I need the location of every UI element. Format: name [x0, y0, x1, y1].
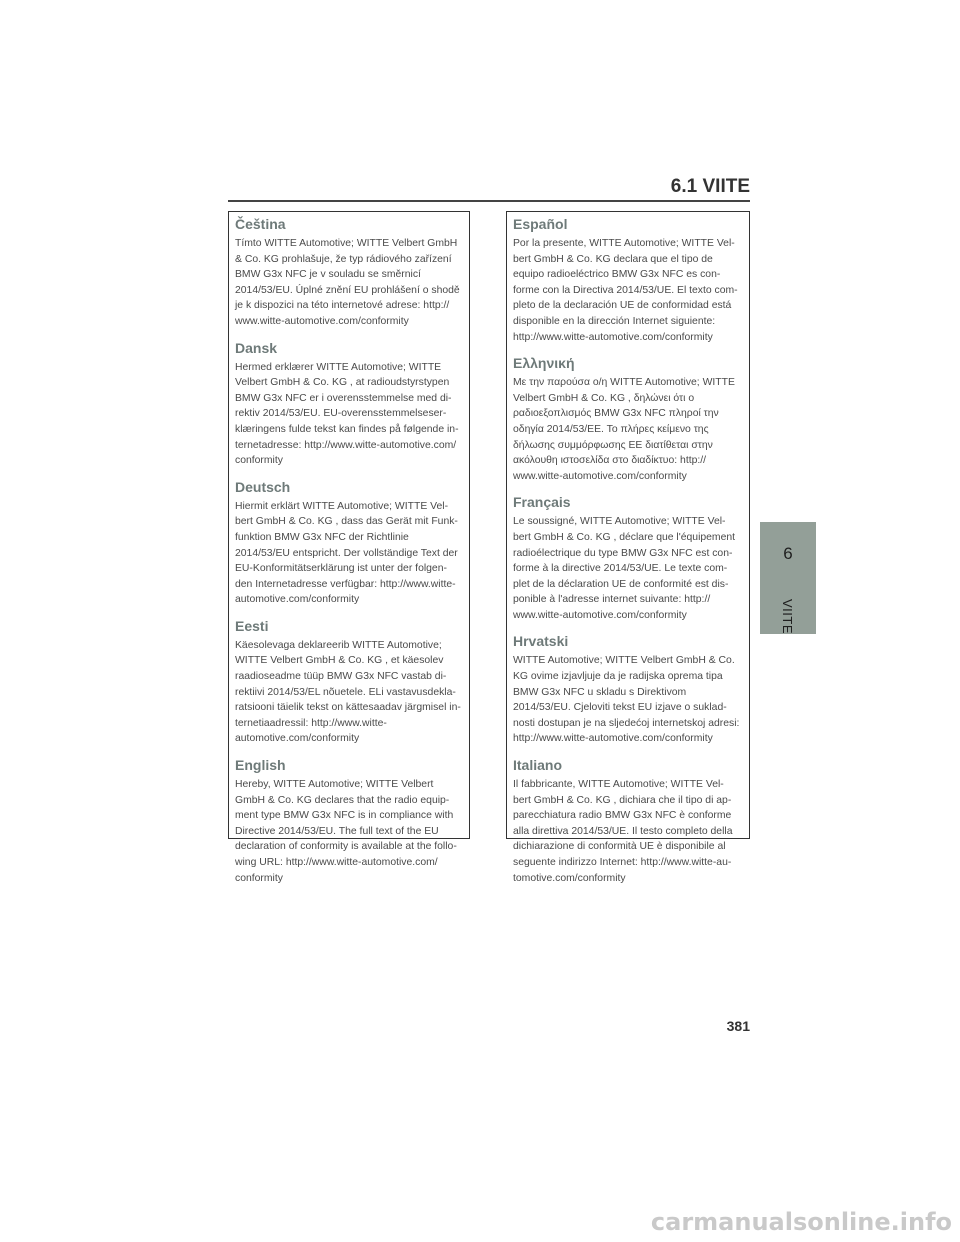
- section-title: Deutsch: [235, 478, 291, 495]
- declaration-section-english: [235, 757, 463, 886]
- left-declaration-column: [228, 211, 470, 884]
- section-text: Le soussigné, WITTE Automotive; WITTE Vel- bert GmbH & Co. KG , déclare que l'équipement radioélectrique du type BMW G3x NFC est con- forme à la directive 2014/53/UE. Le texte com- plet de la déclaration UE de conformité est dis- ponible à l'adresse internet suivante: http:// www.witte-automotive.com/conformity: [513, 516, 736, 621]
- declaration-section-eesti: [235, 618, 463, 747]
- section-text: Tímto WITTE Automotive; WITTE Velbert GmbH & Co. KG prohlašuje, že typ rádiového zařízení BMW G3x NFC je v souladu se směrnicí 2014/53/EU. Úplné znění EU prohlášení o shodě je k dispozici na této internetové adrese: http:// www.witte-automotive.com/conformity: [235, 238, 460, 327]
- section-text: WITTE Automotive; WITTE Velbert GmbH & Co. KG ovime izjavljuje da je radijska oprema tipa BMW G3x NFC u skladu s Direktivom 2014/53/EU. Cjeloviti tekst EU izjave o suklad- nosti dostupan je na sljedećoj internetskoj adresi: http://www.witte-automotive.com/conformity: [513, 655, 740, 745]
- section-text: Käesolevaga deklareerib WITTE Automotive; WITTE Velbert GmbH & Co. KG , et käesolev raadioseadme tüüp BMW G3x NFC vastab di- rektiivi 2014/53/EL nõuetele. ELi vastavusdekla- ratsiooni täielik tekst on kättesaadav järgmisel in- ternetiaadressil: http://www.witte- automotive.com/conformity: [235, 639, 461, 745]
- header-divider: [228, 200, 750, 202]
- declaration-section-ellinika: [513, 355, 743, 484]
- declaration-section-cestina: [235, 216, 463, 330]
- section-header-title: 6.1 VIITE: [670, 176, 750, 197]
- declaration-section-deutsch: [235, 479, 463, 608]
- chapter-side-label-text: VIITE: [780, 598, 796, 634]
- section-title: Español: [513, 216, 568, 232]
- page-number: 381: [726, 1018, 750, 1034]
- section-title: English: [235, 757, 286, 774]
- watermark-text: carmanualsonline.info: [650, 1208, 952, 1236]
- section-text: Hereby, WITTE Automotive; WITTE Velbert GmbH & Co. KG declares that the radio equip- ment type BMW G3x NFC is in compliance with Directive 2014/53/EU. The full text of the EU declaration of conformity is available at the follo- wing URL: http://www.witte-automotive.com/ conformity: [235, 779, 457, 884]
- declaration-section-francais: [513, 494, 743, 623]
- chapter-side-label: [768, 596, 808, 636]
- section-title: Italiano: [513, 757, 563, 774]
- section-text: Hermed erklærer WITTE Automotive; WITTE Velbert GmbH & Co. KG , at radioudstyrstypen BMW G3x NFC er i overensstemmelse med di- rektiv 2014/53/EU. EU-overensstemmelseser- klæringens fulde tekst kan findes på følgende in- ternetadresse: http://www.witte-automotive.com/ conformity: [235, 361, 459, 467]
- section-title: Hrvatski: [513, 633, 569, 650]
- declaration-section-espanol: [513, 216, 743, 345]
- section-text: Por la presente, WITTE Automotive; WITTE Vel- bert GmbH & Co. KG declara que el tipo de equipo radioeléctrico BMW G3x NFC es con- forme con la Directiva 2014/53/UE. El texto com- pleto de la declaración UE de conformidad está disponible en la dirección Internet siguiente: http://www.witte-automotive.com/conformity: [513, 238, 738, 343]
- chapter-tab-number: 6: [783, 544, 793, 563]
- right-declaration-column: [506, 211, 750, 884]
- section-text: Με την παρούσα ο/η WITTE Automotive; WITTE Velbert GmbH & Co. KG , δηλώνει ότι ο ραδιοεξοπλισμός BMW G3x NFC πληροί την οδηγία 2014/53/ΕΕ. Το πλήρες κείμενο της δήλωσης συμμόρφωσης ΕΕ διατίθεται στην ακόλουθη ιστοσελίδα στο διαδίκτυο: http:// www.witte-automotive.com/conformity: [513, 377, 735, 482]
- section-title: Ελληνική: [513, 355, 575, 372]
- section-title: Français: [513, 494, 571, 511]
- section-title: Dansk: [235, 339, 278, 356]
- section-title: Eesti: [235, 617, 269, 634]
- declaration-section-italiano: [513, 757, 743, 886]
- section-text: Il fabbricante, WITTE Automotive; WITTE Vel- bert GmbH & Co. KG , dichiara che il tipo di ap- parecchiatura radio BMW G3x NFC è conforme alla direttiva 2014/53/UE. Il testo completo della dichiarazione di conformità UE è disponibile al seguente indirizzo Internet: http://www.witte-au- tomotive.com/conformity: [513, 779, 733, 884]
- section-title: Čeština: [235, 216, 286, 232]
- declaration-section-hrvatski: [513, 633, 743, 747]
- section-text: Hiermit erklärt WITTE Automotive; WITTE Vel- bert GmbH & Co. KG , dass das Gerät mit Funk- funktion BMW G3x NFC der Richtlinie 2014/53/EU entspricht. Der vollständige Text der EU-Konformitätserklärung ist unter der folgen- den Internetadresse verfügbar: http://www.witte- automotive.com/conformity: [235, 500, 458, 606]
- declaration-section-dansk: [235, 340, 463, 469]
